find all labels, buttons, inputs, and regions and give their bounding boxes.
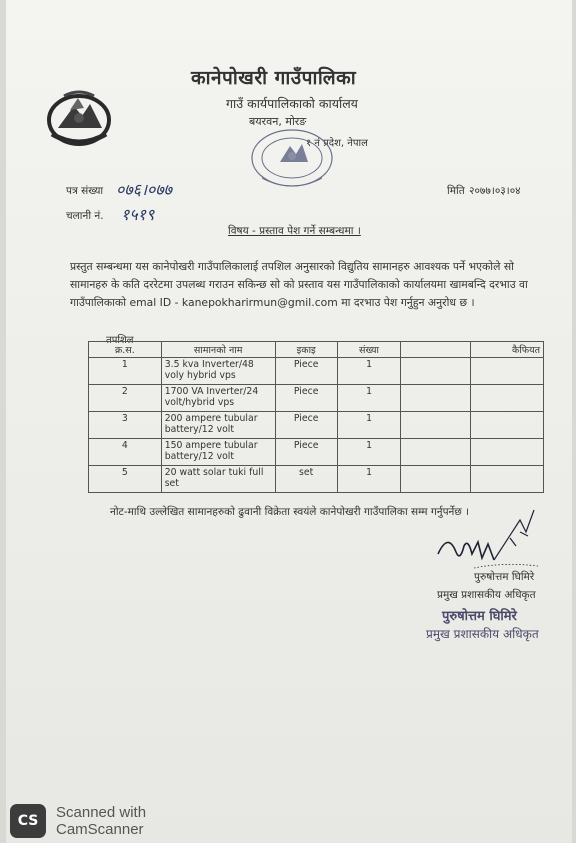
col-name-header: सामानको नाम [161,342,275,358]
cell-remarks [470,466,543,493]
delivery-note: नोट-माथि उल्लेखित सामानहरुको ढुवानी विक्रेता स्वयंले कानेपोखरी गाउँपालिका सम्म गर्नुपर्नेछ । [110,506,470,518]
office-subtitle: गाउँ कार्यपालिकाको कार्यालय [226,96,358,111]
date-value: २०७७।०३।०४ [469,185,521,197]
office-country: १ नं प्रदेश, नेपाल [306,138,368,149]
cell-qty: 1 [337,385,401,412]
cell-unit: Piece [275,439,337,466]
table-row [89,466,544,493]
items-table [88,341,544,493]
chalani-value: १५१९ [121,205,155,224]
cell-unit: Piece [275,358,337,385]
cell-sn: 3 [89,412,162,439]
cell-unit: Piece [275,385,337,412]
table-header-row [89,342,544,358]
signer-title: प्रमुख प्रशासकीय अधिकृत [437,589,536,601]
signer-name: पुरुषोत्तम घिमिरे [474,571,535,583]
col-qty-header: संख्या [337,342,401,358]
cell-sn: 1 [89,358,162,385]
col-extra-header [401,342,470,358]
letter-body: प्रस्तुत सम्बन्धमा यस कानेपोखरी गाउँपालिकालाई तपशिल अनुसारको विद्युतिय सामानहरु आवश्यक पर्ने भएकोले सो सामानहरु के कति दररेटमा उपलब्ध गराउन सकिन्छ सो को प्रस्ताव यस गाउँपालिकाको कार्यालयमा खामबन्दि दरभाउ वा गाउँपालिकाको emal ID - kanepokharirmun@gmil.com मा दरभाउ पेश गर्नुहुन अनुरोध छ । [70,260,528,309]
chalani-label: चलानी नं. [66,210,104,222]
cell-remarks [470,439,543,466]
cell-qty: 1 [337,358,401,385]
watermark-line1: Scanned with [56,804,147,821]
cell-extra [401,412,470,439]
cell-remarks [470,358,543,385]
camscanner-logo-icon: CS [10,804,46,838]
office-seal [246,128,338,192]
cell-extra [401,385,470,412]
cell-qty: 1 [337,439,401,466]
cell-name: 1700 VA Inverter/24 volt/hybrid vps [161,385,275,412]
cell-qty: 1 [337,412,401,439]
letter-page [6,0,572,843]
col-unit-header: इकाइ [275,342,337,358]
cell-sn: 4 [89,439,162,466]
cell-unit: set [275,466,337,493]
office-title: कानेपोखरी गाउँपालिका [191,67,357,89]
table-row [89,385,544,412]
cell-remarks [470,412,543,439]
cell-sn: 5 [89,466,162,493]
cell-name: 200 ampere tubular battery/12 volt [161,412,275,439]
cell-name: 150 ampere tubular battery/12 volt [161,439,275,466]
table-row [89,358,544,385]
cell-extra [401,358,470,385]
table-row [89,412,544,439]
cell-extra [401,466,470,493]
camscanner-watermark [56,804,166,838]
col-remarks-header: कैफियत [470,342,543,358]
cell-name: 3.5 kva Inverter/48 voly hybrid vps [161,358,275,385]
items-table-wrap [88,341,544,493]
stamp-title: प्रमुख प्रशासकीय अधिकृत [426,627,539,641]
patra-label: पत्र संख्या [66,185,104,197]
date-label: मिति [447,185,465,197]
patra-value: ०७६।०७७ [116,180,172,199]
cell-name: 20 watt solar tuki full set [161,466,275,493]
cell-unit: Piece [275,412,337,439]
letter-subject: विषय - प्रस्ताव पेश गर्ने सम्बन्धमा । [228,225,361,237]
col-sn-header: क्र.स. [89,342,162,358]
table-row [89,439,544,466]
cell-qty: 1 [337,466,401,493]
cell-remarks [470,385,543,412]
nepal-emblem-icon [44,88,114,148]
stamp-name: पुरुषोत्तम घिमिरे [442,609,517,624]
table-caption: तपशिल [106,335,134,346]
office-place: बयरवन, मोरङ [249,115,307,128]
cell-sn: 2 [89,385,162,412]
cell-extra [401,439,470,466]
watermark-line2: CamScanner [56,821,144,838]
